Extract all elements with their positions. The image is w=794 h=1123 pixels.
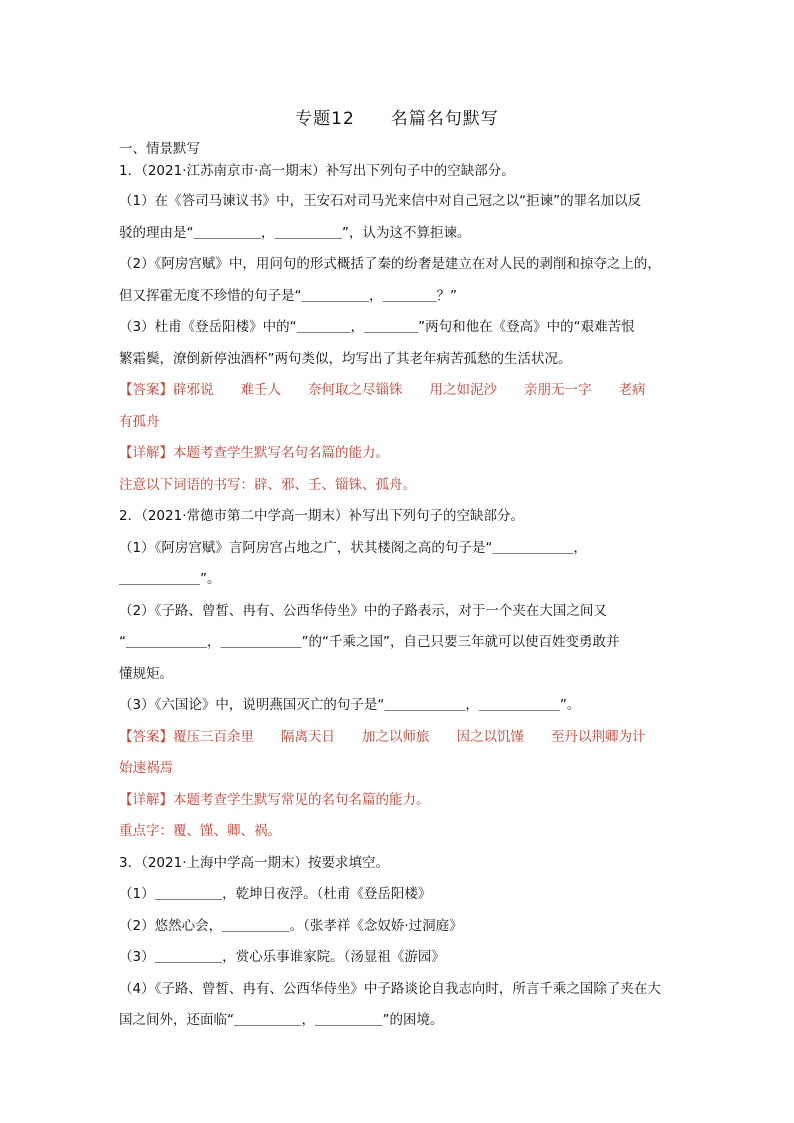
detail-tag: 【详解】	[119, 791, 173, 808]
q1-part3-line2: 繁霜鬓，潦倒新停浊酒杯”两句类似，均写出了其老年病苦孤愁的生活状况。	[119, 350, 572, 367]
q1-detail-text: 本题考查学生默写名句名篇的能力。	[173, 445, 389, 461]
q3-part3: （3）＿＿＿＿＿，赏心乐事谁家院。（汤显祖《游园》	[119, 949, 445, 965]
q2-part2-line3: 懂规矩。	[119, 665, 173, 682]
q2-part2-line2: “＿＿＿＿＿＿，＿＿＿＿＿＿”的“千乘之国”，自己只要三年就可以使百姓变勇敢并	[119, 634, 620, 650]
q2-detail-text: 本题考查学生默写常见的名句名篇的能力。	[173, 791, 430, 808]
document-body	[119, 139, 679, 1042]
q1-detail	[119, 443, 679, 475]
q1-stem: 1．（2021·江苏南京市·高一期末）补写出下列句子中的空缺部分。	[119, 163, 515, 179]
q3-part4-line2: 国之间外，还面临“＿＿＿＿＿，＿＿＿＿＿”的困境。	[119, 1012, 444, 1028]
section-heading: 一、情景默写	[119, 141, 200, 157]
q2-part2-line1: （2）《子路、曾皙、冉有、公西华侍坐》中的子路表示，对于一个夹在大国之间又	[119, 602, 607, 619]
q2-note: 重点字：覆、馑、卿、祸。	[119, 823, 281, 839]
q3-part4-line1: （4）《子路、曾皙、冉有、公西华侍坐》中子路谈论自我志向时，所言千乘之国除了夹在大	[119, 980, 661, 997]
q1-part2-line2: 但又挥霍无度不珍惜的句子是“＿＿＿＿＿，＿＿＿＿？”	[119, 287, 457, 304]
q2-answer	[119, 727, 679, 759]
q1-answer-cont: 有孤舟	[119, 413, 160, 430]
q2-stem: 2．（2021·常德市第二中学高一期末）补写出下列句子的空缺部分。	[119, 508, 524, 524]
q1-part1-line2: 驳的理由是“＿＿＿＿＿，＿＿＿＿＿”，认为这不算拒谏。	[119, 224, 471, 241]
answer-tag: 【答案】	[119, 382, 173, 398]
q2-answer-cont: 始速祸焉	[119, 760, 173, 776]
q1-part1-line1: （1）在《答司马谏议书》中，王安石对司马光来信中对自己冠之以“拒谏”的罪名加以反	[119, 193, 642, 209]
q2-part3-line1: （3）《六国论》中，说明燕国灭亡的句子是“＿＿＿＿＿＿，＿＿＿＿＿＿”。	[119, 697, 581, 713]
page-title: 专题12 名篇名句默写	[295, 109, 499, 129]
q3-part1: （1）＿＿＿＿＿，乾坤日夜浮。（杜甫《登岳阳楼》	[119, 886, 432, 902]
q2-part1-line1: （1）《阿房宫赋》言阿房宫占地之广，状其楼阁之高的句子是“＿＿＿＿＿＿，	[119, 539, 587, 556]
q2-answer-text: 覆压三百余里 隔离天日 加之以师旅 因之以饥馑 至丹以荆卿为计	[173, 728, 646, 745]
q1-note: 注意以下词语的书写：辟、邪、壬、锱铢、孤舟。	[119, 476, 416, 493]
q1-part3-line1: （3）杜甫《登岳阳楼》中的“＿＿＿＿，＿＿＿＿”两句和他在《登高》中的“艰难苦恨	[119, 319, 635, 335]
q1-part2-line1: （2）《阿房宫赋》中，用问句的形式概括了秦的纷奢是建立在对人民的剥削和掠夺之上的，	[119, 256, 661, 272]
q1-answer	[119, 380, 679, 412]
q3-stem: 3．（2021·上海中学高一期末）按要求填空。	[119, 854, 389, 871]
q3-part2: （2）悠然心会，＿＿＿＿＿。（张孝祥《念奴娇·过洞庭》	[119, 917, 463, 934]
q2-part1-line2: ＿＿＿＿＿＿”。	[119, 571, 221, 587]
q2-detail	[119, 790, 679, 822]
q1-answer-text: 辟邪说 难壬人 奈何取之尽锱铢 用之如泥沙 亲朋无一字 老病	[173, 382, 646, 398]
detail-tag: 【详解】	[119, 445, 173, 461]
answer-tag: 【答案】	[119, 728, 173, 745]
